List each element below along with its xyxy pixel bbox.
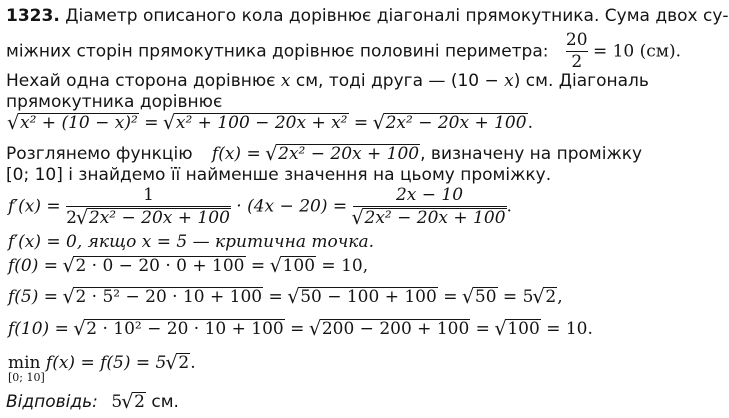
let-line-2: прямокутника дорівнює: [6, 92, 223, 112]
deriv-lhs: f′(x) =: [8, 196, 61, 217]
f5-line: [8, 287, 563, 308]
min-interval: [0; 10]: [8, 371, 45, 384]
sqrt-diag-1: [8, 113, 139, 134]
deriv-mid: · (4x − 20) =: [230, 196, 348, 217]
half-numerator: 20: [565, 30, 588, 50]
min-expr: f(x) = f(5) = 5: [40, 353, 167, 373]
problem-text-2: міжних сторін прямокутника дорівнює половині периметра:: [6, 41, 549, 62]
problem-statement-line-1: [6, 7, 729, 27]
deriv2-den: [353, 206, 507, 229]
answer-line: [6, 392, 179, 413]
f10-eq1: =: [284, 319, 310, 339]
f0-eq: =: [245, 256, 271, 276]
sqrt-f5-4: [533, 287, 557, 308]
radicand-f: 2x² − 20x + 100: [278, 144, 420, 164]
f0-end: = 10,: [316, 256, 369, 276]
f5-eq3: = 5: [497, 287, 534, 307]
radicand-f5-2: 50 − 100 + 100: [300, 287, 437, 307]
consider-line: [6, 144, 642, 165]
consider-text: Розглянемо функцію: [6, 144, 193, 164]
problem-statement-line-2: [6, 31, 681, 72]
deriv-end: .: [506, 196, 512, 217]
radicand-diag-1: x² + (10 − x)²: [20, 113, 138, 133]
answer-coef: 5: [111, 392, 123, 412]
half-denominator: 2: [566, 51, 588, 73]
min-line: [8, 353, 196, 384]
deriv-fraction-2: [353, 186, 507, 228]
sqrt-f10-3: [495, 319, 540, 340]
radicand-f10-3: 100: [507, 319, 540, 339]
radicand-f5-4: 2: [545, 287, 557, 307]
sqrt-f5-3: [463, 287, 498, 308]
min-operator: [8, 353, 45, 384]
f5-lhs: f(5) =: [8, 287, 59, 307]
deriv-fraction-1: [66, 186, 231, 228]
half-perimeter-fraction: [566, 31, 588, 72]
let-text-d: ) см. Діагональ: [513, 71, 649, 91]
f5-eq2: =: [437, 287, 463, 307]
var-x: x: [280, 71, 291, 91]
f0-line: [8, 256, 368, 277]
sqrt-diag-2: [164, 113, 349, 134]
radicand-deriv-den: 2x² − 20x + 100: [88, 207, 230, 228]
f10-lhs: f(10) =: [8, 319, 69, 339]
sqrt-answer: [122, 392, 146, 413]
deriv-den-coef: 2: [66, 207, 77, 228]
f0-lhs: f(0) =: [8, 256, 59, 276]
f5-eq1: =: [263, 287, 289, 307]
sqrt-f10-2: [310, 319, 470, 340]
radicand-f0-1: 2 · 0 − 20 · 0 + 100: [75, 256, 245, 276]
let-text-b: см, тоді друга — (10 −: [290, 71, 505, 91]
period: .: [527, 113, 533, 133]
sqrt-deriv-den: [77, 208, 231, 229]
radicand-f5-1: 2 · 5² − 20 · 10 + 100: [75, 287, 263, 307]
critical-point-line: f′(x) = 0, якщо x = 5 — критична точка.: [8, 232, 374, 252]
f10-eq2: =: [470, 319, 496, 339]
sqrt-f0-2: [271, 256, 316, 277]
deriv2-num: 2x − 10: [395, 185, 464, 205]
radicand-answer: 2: [134, 392, 145, 412]
f-of-x: f(x) =: [211, 144, 261, 164]
radicand-f5-3: 50: [474, 287, 497, 307]
radicand-diag-3: 2x² − 20x + 100: [385, 113, 527, 133]
radicand-diag-2: x² + 100 − 20x + x²: [175, 113, 348, 133]
let-line-1: [6, 72, 649, 92]
sqrt-diag-3: [374, 113, 528, 134]
deriv-num: 1: [143, 185, 154, 205]
diagonal-expression: [8, 113, 533, 134]
radicand-f0-2: 100: [282, 256, 316, 276]
radicand-deriv2-den: 2x² − 20x + 100: [364, 207, 506, 228]
sqrt-f: [266, 144, 420, 165]
sqrt-f0-1: [63, 256, 245, 277]
sqrt-min: [166, 353, 190, 374]
problem-number: 1323.: [6, 6, 60, 26]
f5-end: ,: [557, 287, 563, 307]
let-text-a: Нехай одна сторона дорівнює: [6, 71, 281, 91]
min-end: .: [190, 353, 196, 373]
answer-label: Відповідь:: [6, 392, 98, 412]
sqrt-f5-2: [288, 287, 438, 308]
answer-unit: см.: [145, 392, 179, 412]
problem-text-1: Діаметр описаного кола дорівнює діагоналі прямокутника. Сума двох су-: [65, 6, 729, 26]
sqrt-deriv2-den: [353, 208, 507, 229]
radicand-f10-2: 200 − 200 + 100: [321, 319, 470, 339]
half-result: = 10 (см).: [592, 41, 682, 62]
eq-sign: =: [138, 113, 164, 133]
radicand-f10-1: 2 · 10² − 20 · 10 + 100: [86, 319, 284, 339]
derivative-line: [8, 186, 512, 228]
var-x-2: x: [504, 71, 514, 91]
radicand-min: 2: [178, 353, 190, 373]
defined-text: , визначену на проміжку: [420, 144, 643, 164]
eq-sign-2: =: [348, 113, 374, 133]
f10-end: = 10.: [540, 319, 593, 339]
deriv-den: [66, 206, 231, 229]
f10-line: [8, 319, 593, 340]
sqrt-f5-1: [63, 287, 263, 308]
sqrt-f10-1: [74, 319, 285, 340]
min-word: min: [8, 353, 41, 373]
interval-line: [0; 10] і знайдемо її найменше значення на цьому проміжку.: [6, 165, 552, 185]
